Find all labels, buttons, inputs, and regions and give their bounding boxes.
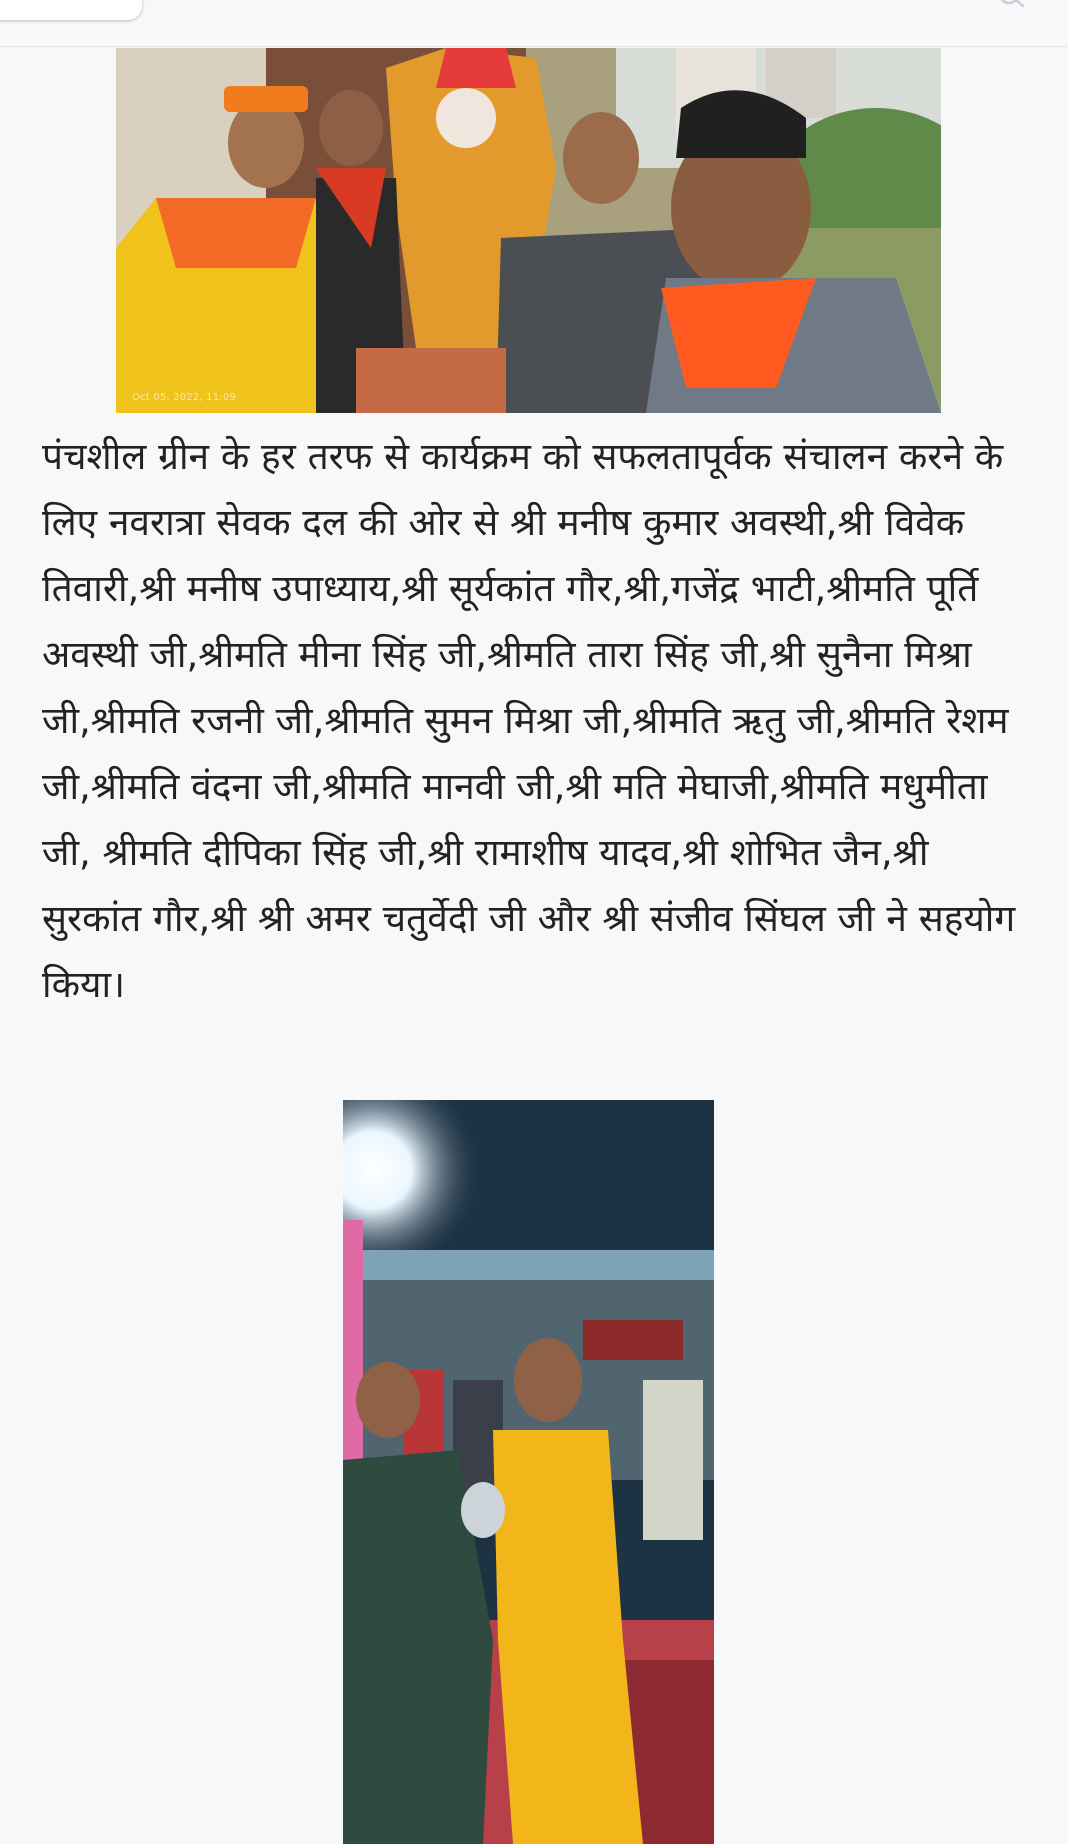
photo-timestamp: Oct 05, 2022, 11:09 <box>132 392 236 403</box>
search-field[interactable] <box>0 0 142 20</box>
event-photo-night-celebration[interactable] <box>343 1100 714 1844</box>
top-app-bar <box>0 0 1068 47</box>
article-paragraph: पंचशील ग्रीन के हर तरफ से कार्यक्रम को सफलतापूर्वक संचालन करने के लिए नवरात्रा सेवक दल की ओर से श्री मनीष कुमार अवस्थी,श्री विवेक तिवारी,श्री मनीष उपाध्याय,श्री सूर्यकांत गौर,श्री,गजेंद्र भाटी,श्रीमति पूर्ति अवस्थी जी,श्रीमति मीना सिंह जी,श्रीमति तारा सिंह जी,श्री सुनैना मिश्रा जी,श्रीमति रजनी जी,श्रीमति सुमन मिश्रा जी,श्रीमति ऋतु जी,श्रीमति रेशम जी,श्रीमति वंदना जी,श्रीमति मानवी जी,श्री मति मेघाजी,श्रीमति मधुमीता जी, श्रीमति दीपिका सिंह जी,श्री रामाशीष यादव,श्री शोभित जैन,श्री सुरकांत गौर,श्री श्री अमर चतुर्वेदी जी और श्री संजीव सिंघल जी ने सहयोग किया। <box>42 435 1016 1006</box>
search-icon[interactable] <box>998 0 1026 12</box>
photo-image <box>116 48 941 413</box>
photo-image <box>343 1100 714 1844</box>
event-photo-group-selfie[interactable] <box>116 48 941 413</box>
